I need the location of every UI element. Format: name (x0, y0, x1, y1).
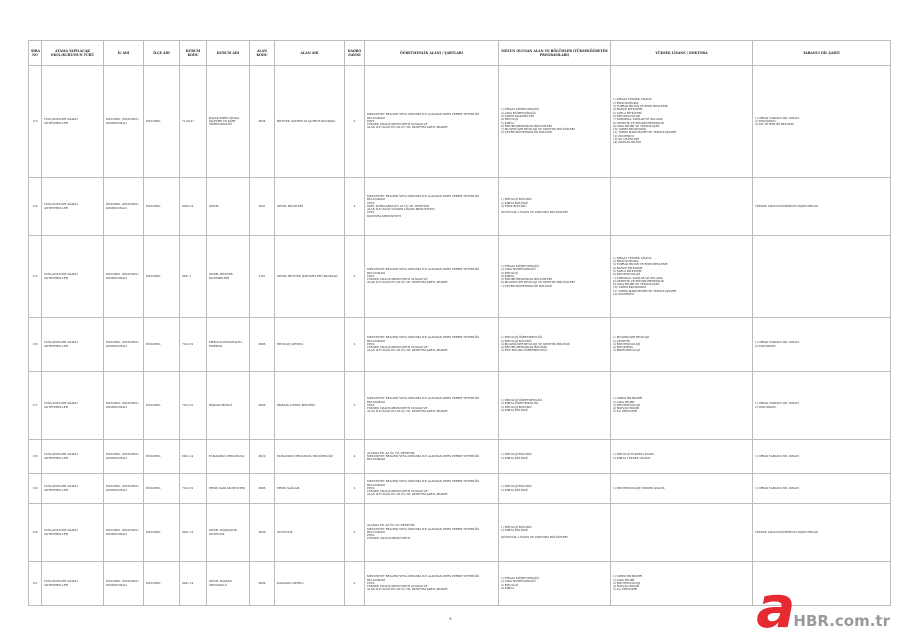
table-cell (207, 66, 250, 178)
table-row (29, 504, 891, 562)
cell-text: 1) BİYOTEKNOLOJİ YÜKSEK LİSANS (613, 485, 665, 490)
table-cell (207, 178, 250, 236)
cell-text: MEZUNİYET BELGESİ VEYA DİPLOMA İLE ALANDAN DERS VERME YETERLİĞİ BULUNMASI VEYA YÜKSEK LİSANS MEZUNİYETİ OLMASI VE ALAN İLE İLGİLİ EN AZ ÜÇ YIL DENEYİM ŞARTI ARANIR (367, 479, 479, 497)
table-cell (29, 178, 42, 236)
table-cell (104, 474, 144, 504)
table-cell (499, 66, 611, 178)
table-cell (144, 372, 180, 440)
cell-text: İSTANBUL (146, 118, 161, 123)
cell-text: 121 (32, 580, 38, 585)
cell-text: ELMADIKÇİ ORTAOKULU MÜDÜRLÜĞÜ (277, 453, 334, 458)
cell-text: İSTANBUL (İSTANBUL) KOMİSYONALI (106, 452, 139, 460)
cell-text: ERSİN SAĞLAM (277, 485, 300, 490)
table-cell (250, 178, 275, 236)
cell-text: 8086 (258, 402, 266, 407)
table-cell (753, 236, 891, 318)
table-cell (345, 236, 365, 318)
table-cell (180, 474, 207, 504)
cell-text: ERSİN SAĞLAM BİYOTEK (209, 485, 246, 490)
table-cell (180, 236, 207, 318)
cell-text: İSTANBUL (İSTANBUL) KOMİSYONALI (106, 117, 139, 125)
cell-text: 1) ORTAK YABANCI DİL SINAVI (755, 485, 799, 490)
table-cell (42, 372, 104, 440)
table-cell (753, 440, 891, 474)
table-cell (207, 440, 250, 474)
table-cell (345, 66, 365, 178)
cell-text: İSTANBUL (İSTANBUL) KOMİSYONALI (106, 579, 139, 587)
column-header: ALAN ADI (275, 41, 345, 66)
table-cell (104, 236, 144, 318)
table-cell (365, 66, 499, 178)
cell-text: 1) ORTAK YABANCI DİL SINAVI (755, 453, 799, 458)
cell-text: 117 (32, 402, 38, 407)
table-cell (207, 562, 250, 606)
table-cell (611, 66, 753, 178)
cell-text: 1) BİYOLOJİ ÖĞRETMENLİĞİ 2) KİMYA ÖĞRETMENLİĞİ 3) BİYOLOJİ BÖLÜMÜ 4) KİMYA BÖLÜMÜ (501, 397, 542, 412)
cell-text: 1) MOLEKÜLER BİYOLOJİ 2) GENETİK 3) BİYOTEKNOLOJİ 4) BİYOKİMYA 5) MİKROBİYOLOJİ (613, 335, 650, 353)
cell-text: 2 (353, 118, 356, 123)
table-cell (29, 318, 42, 372)
watermark-text: HBR.com.tr (793, 612, 890, 630)
cell-text: 2 (353, 580, 356, 585)
cell-text: 1) ZİRAAT MÜHENDİSLİĞİ 2) GIDA MÜHENDİSLİĞİ 3) BİYOLOJİ 4) KİMYA (501, 575, 539, 590)
table-cell (250, 474, 275, 504)
kadro-table (28, 40, 891, 606)
table-cell (29, 474, 42, 504)
column-header: ATAMA YAPILACAK OKUL/KURUMUN TÜRÜ (42, 41, 104, 66)
table-cell (104, 66, 144, 178)
cell-text: BİYOTEK (SİSTEM ULAŞ ERCE BANKASI) (277, 118, 336, 123)
table-cell (144, 178, 180, 236)
table-row (29, 66, 891, 178)
cell-text: MEZUNİYET BELGESİ VEYA DİPLOMA İLE ALANDAN DERS VERME YETERLİĞİ BULUNMASI VEYA ÖZEL KURSLARDA EN AZ ÜÇ YIL DENEYİM ALAN İLE İLGİLİ YÜKSEK LİSANS MEZUNİYETİ VEYA DOKTORA MEZUNİYETİ (367, 193, 479, 218)
table-cell (611, 318, 753, 372)
cell-text: 1) BİYOLOJİ BÖLÜMÜ 2) KİMYA BÖLÜMÜ 3) FİZİK BÖLÜMÜ GÜVENLİK, LİSANS VE DOKTORA BÖLÜMLERİ (501, 197, 568, 215)
table-cell (207, 318, 250, 372)
table-cell (753, 474, 891, 504)
cell-text: 8086 (258, 580, 266, 585)
cell-text: İSTANBUL (146, 341, 161, 346)
table-cell (275, 504, 345, 562)
table-cell (29, 562, 42, 606)
table-cell (42, 504, 104, 562)
cell-text: 119 (32, 485, 38, 490)
column-header: ÖĞRETMENLİK ALANI / ŞARTLARI (365, 41, 499, 66)
cell-text: 5101 (258, 273, 266, 278)
cell-text: 1) BİYOLOJİ BÖLÜMÜ 2) KİMYA BÖLÜMÜ GÜVENLİK, LİSANS VE DOKTORA BÖLÜMLERİ (501, 524, 568, 539)
cell-text: 1) TARIM BİLİMLERİ 2) GIDA BİLİMİ 3) BİYOTEKNOLOJİ 4) HAYVAN BİLİMİ 5) SU ÜRÜNLERİ (613, 574, 643, 592)
table-cell (365, 178, 499, 236)
cell-text: 1) ORTAK YABANCI DİL SINAVI 2) YDS/YÖKDİL (755, 340, 799, 348)
table-cell (42, 66, 104, 178)
cell-text: 4 (353, 453, 356, 458)
table-cell (345, 440, 365, 474)
cell-text: YÜKSEK LİSANS EĞİTİMİNE İLİŞKİN BELGE (755, 203, 819, 208)
table-cell (753, 178, 891, 236)
watermark-mark: a (756, 573, 796, 641)
cell-text: İSTANBUL (İSTANBUL) KOMİSYONALI (106, 401, 139, 409)
table-cell (250, 440, 275, 474)
table-cell (365, 372, 499, 440)
cell-text: GENEL BAŞKAN ORTAOKULU (209, 579, 233, 587)
table-cell (144, 562, 180, 606)
cell-text: İSTANBUL (İSTANBUL) KOMİSYONALI (106, 528, 139, 536)
table-cell (104, 372, 144, 440)
column-header: İL ADI (104, 41, 144, 66)
table-cell (250, 66, 275, 178)
table-cell (104, 178, 144, 236)
cell-text: İSTANBUL (146, 580, 161, 585)
table-cell (499, 236, 611, 318)
cell-text: 114 (32, 203, 38, 208)
table-cell (207, 504, 250, 562)
table-cell (345, 562, 365, 606)
column-header: KURUM ADI (207, 41, 250, 66)
cell-text: ELMADIKÇİ ORTAOKULU (209, 453, 245, 458)
table-cell (42, 236, 104, 318)
table-cell (499, 562, 611, 606)
table-cell (275, 562, 345, 606)
table-cell (42, 440, 104, 474)
cell-text: TUNÇANELLER AĞAKLI ANTEVEROLLER (44, 484, 79, 492)
table-cell (753, 66, 891, 178)
cell-text: GENEL BİYOTEK İŞLETMELERİ (BANKASI) (277, 273, 338, 278)
cell-text: 113 (32, 118, 38, 123)
cell-text: 8291.14 (182, 580, 194, 585)
cell-text: İSTANBUL (146, 273, 161, 278)
cell-text: İSTANBUL (İSTANBUL) KOMİSYONALI (106, 340, 139, 348)
table-cell (180, 562, 207, 606)
column-header: KADRO SAYISI (345, 41, 365, 66)
cell-text: 116 (32, 341, 38, 346)
table-cell (499, 504, 611, 562)
cell-text: 7012.19 (182, 341, 194, 346)
table-cell (180, 66, 207, 178)
cell-text: İSTANBUL (146, 402, 161, 407)
table-cell (42, 178, 104, 236)
column-header: KURUM KODU (180, 41, 207, 66)
table-cell (144, 504, 180, 562)
cell-text: ALANDA EN AZ ÜÇ YIL DENEYİM MEZUNİYET BELGESİ VEYA DİPLOMA İLE ALANDAN DERS VERME YETERLİĞİ BULUNMASI (367, 450, 479, 462)
table-cell (365, 440, 499, 474)
table-row (29, 318, 891, 372)
table-cell (207, 474, 250, 504)
table-cell (104, 504, 144, 562)
document-page (28, 40, 890, 606)
cell-text: TUNÇANELLER AĞAKLI ANTEVEROLLER (44, 117, 79, 125)
cell-text: MEZUNİYET BELGESİ VEYA DİPLOMA İLE ALANDAN DERS VERME YETERLİĞİ BULUNMASI VEYA YÜKSEK LİSANS MEZUNİYETİ OLMASI VE ALAN İLE İLGİLİ EN AZ ÜÇ YIL DENEYİM ŞARTI ARANIR (367, 396, 479, 414)
table-cell (180, 504, 207, 562)
table-cell (104, 562, 144, 606)
table-header-row (29, 41, 891, 66)
table-cell (611, 372, 753, 440)
watermark-logo (756, 573, 890, 641)
table-cell (345, 318, 365, 372)
table-cell (499, 372, 611, 440)
column-header: SIRA NO (29, 41, 42, 66)
cell-text: 8086 (258, 529, 266, 534)
cell-text: 8086 (258, 341, 266, 346)
table-cell (144, 236, 180, 318)
table-cell (753, 318, 891, 372)
table-cell (753, 504, 891, 562)
table-cell (29, 504, 42, 562)
table-cell (345, 474, 365, 504)
column-header: YÜKSEK LİSANS / DOKTORA (611, 41, 753, 66)
cell-text: MEZUNİYET BELGESİ VEYA DİPLOMA İLE ALANDAN DERS VERME YETERLİĞİ BULUNMASI VEYA YÜKSEK LİSANS MEZUNİYETİ OLMASI VE ALAN İLE İLGİLİ EN AZ ÜÇ YIL DENEYİM ŞARTI ARANIR (367, 267, 479, 285)
column-header: MEZUN OLUNAN ALAN VE BÖLÜMLER (YÜKSEKÖĞRETİM PROGRAMLARI) (499, 41, 611, 66)
table-cell (104, 318, 144, 372)
cell-text: İSTANBUL (İSTANBUL) KOMİSYONALI (106, 484, 139, 492)
table-cell (180, 318, 207, 372)
cell-text: 1) TARIM BİLİMLERİ 2) GIDA BİLİMİ 3) BİYOTEKNOLOJİ 4) HAYVAN BİLİMİ 5) SU ÜRÜNLERİ (613, 396, 643, 414)
table-cell (499, 318, 611, 372)
table-cell (275, 474, 345, 504)
table-row (29, 178, 891, 236)
cell-text: ALANDA EN AZ ÜÇ YIL DENEYİM MEZUNİYET BELGESİ VEYA DİPLOMA İLE ALANDAN DERS VERME YETERLİĞİ BULUNMASI VEYA YÜKSEK LİSANS MEZUNİYETİ (367, 523, 479, 541)
cell-text: 2 (353, 341, 356, 346)
cell-text: 120 (32, 529, 38, 534)
table-cell (499, 440, 611, 474)
table-cell (250, 372, 275, 440)
table-cell (753, 372, 891, 440)
table-cell (144, 66, 180, 178)
table-cell (29, 236, 42, 318)
cell-text: 1) BİYOLOJİ BÖLÜMÜ 2) KİMYA BÖLÜMÜ (501, 452, 532, 460)
cell-text: 1) BİYOLOJİ ÖĞRETMENLİĞİ 2) BİYOLOJİ BÖLÜMÜ 3) MOLEKÜLER BİYOLOJİ VE GENETİK BÖLÜMÜ 4) BİYOMÜHENDİSLİK BÖLÜMÜ 5) FEN BİLGİSİ ÖĞRETMENLİĞİ (501, 335, 571, 353)
table-row (29, 474, 891, 504)
cell-text: TUNÇANELLER AĞAKLI ANTEVEROLLER (44, 528, 79, 536)
cell-text: 1) ZİRAAT MÜHENDİSLİĞİ 2) GIDA MÜHENDİSLİĞİ 3) TARIM MAKİNELERİ 4) BİYOLOJİ 5) KİMYA 6) BİYOMÜHENDİSLİK BÖLÜMLERİ 7) MOLEKÜLER BİYOLOJİ VE GENETİK BÖLÜMLERİ 8) ÇEVRE MÜHENDİSLİĞİ BÖLÜMÜ (501, 107, 575, 135)
table-row (29, 440, 891, 474)
table-cell (104, 440, 144, 474)
column-header: ALAN KODU (250, 41, 275, 66)
cell-text: YÜKSEK LİSANS EĞİTİMİNE İLİŞKİN BELGE (755, 529, 819, 534)
cell-text: 1) ORTAK YABANCI DİL SINAVI 2) YDS/YÖKDİL (755, 401, 799, 409)
cell-text: 8031.1 (182, 273, 192, 278)
table-cell (499, 474, 611, 504)
cell-text: GENEL (209, 203, 220, 208)
cell-text: 8291.14 (182, 529, 194, 534)
table-cell (42, 562, 104, 606)
cell-text: 1) BİYOLOJİ BÖLÜMÜ 2) KİMYA BÖLÜMÜ (501, 484, 532, 492)
cell-text: 118 (32, 453, 38, 458)
cell-text: 1) ZİRAAT MÜHENDİSLİĞİ 2) GIDA MÜHENDİSLİĞİ 3) BİYOLOJİ 4) KİMYA 5) BİYOMÜHENDİSLİK BÖLÜMLERİ 6) MOLEKÜLER BİYOLOJİ VE GENETİK BÖLÜMLERİ 7) ÇEVRE MÜHENDİSLİĞİ BÖLÜMÜ (501, 263, 575, 288)
cell-text: GENEL BİYOTEK İŞLETMELERİ (209, 272, 233, 280)
cell-text: 2 (353, 273, 356, 278)
table-cell (275, 178, 345, 236)
table-cell (250, 562, 275, 606)
page-number: 9 (449, 616, 452, 621)
cell-text: GENEL BİLGİLERİ (277, 203, 303, 208)
table-cell (29, 66, 42, 178)
cell-text: BİYOLOJİ (GENEL) (277, 341, 304, 346)
cell-text: İSTANBUL (146, 203, 161, 208)
table-cell (180, 372, 207, 440)
cell-text: BİŞKASI (GENEL BİYOTEK) (277, 402, 316, 407)
cell-text: İSTANBUL (146, 529, 161, 534)
cell-text: 1) BİYOLOJİ YÜKSEK LİSANS 2) KİMYA YÜKSEK LİSANS (613, 452, 655, 460)
table-cell (611, 178, 753, 236)
table-cell (42, 474, 104, 504)
table-cell (365, 236, 499, 318)
table-cell (611, 440, 753, 474)
table-cell (42, 318, 104, 372)
cell-text: İSTANBUL (İSTANBUL) KOMİSYONALI (106, 202, 139, 210)
table-cell (180, 178, 207, 236)
cell-text: 7012.19 (182, 402, 194, 407)
cell-text: KAZANIM (GENEL) (277, 580, 304, 585)
table-cell (365, 504, 499, 562)
cell-text: 8030.14 (182, 203, 194, 208)
column-header: İLÇE ADI (144, 41, 180, 66)
table-cell (250, 236, 275, 318)
cell-text: TUNÇANELLER AĞAKLI ANTEVEROLLER (44, 340, 79, 348)
cell-text: MEZUNİYET BELGESİ VEYA DİPLOMA İLE ALANDAN DERS VERME YETERLİĞİ BULUNMASI VEYA YÜKSEK LİSANS MEZUNİYETİ OLMASI VE ALAN İLE İLGİLİ EN AZ ÜÇ YIL DENEYİM ŞARTI ARANIR (367, 112, 479, 130)
cell-text: BAŞAK EMEK SİYASA İŞLETME VE KÜRT MÜHENDİSLİĞİ (209, 115, 240, 127)
cell-text: 1) ORTAK YABANCI DİL SINAVI 2) YDS/YÖKDİL 3) DİL YETERLİĞİ BELGESİ (755, 115, 799, 127)
cell-text: MEB KUALİSMAĞALTIL EMEHAN (209, 340, 243, 348)
table-cell (29, 372, 42, 440)
table-cell (275, 236, 345, 318)
table-cell (29, 440, 42, 474)
cell-text: GÜVENLİK (277, 529, 293, 534)
table-row (29, 236, 891, 318)
cell-text: 8034 (258, 118, 266, 123)
cell-text: TUNÇANELLER AĞAKLI ANTEVEROLLER (44, 579, 79, 587)
cell-text: İSTANBUL (İSTANBUL) KOMİSYONALI (106, 272, 139, 280)
table-cell (144, 440, 180, 474)
table-cell (275, 440, 345, 474)
cell-text: İSTANBUL (146, 453, 161, 458)
cell-text: 7012.19 (182, 485, 194, 490)
table-cell (365, 474, 499, 504)
table-cell (180, 440, 207, 474)
table-cell (499, 178, 611, 236)
cell-text: TUNÇANELLER AĞAKLI ANTEVEROLLER (44, 452, 79, 460)
table-cell (611, 504, 753, 562)
cell-text: İSTANBUL (146, 485, 161, 490)
cell-text: GENEL BAŞKANLIK GÜVENLİK (209, 528, 237, 536)
cell-text: TUNÇANELLER AĞAKLI ANTEVEROLLER (44, 401, 79, 409)
table-cell (345, 504, 365, 562)
cell-text: 115 (32, 273, 38, 278)
cell-text: TUNÇANELLER AĞAKLI ANTEVEROLLER (44, 272, 79, 280)
cell-text: 2 (353, 485, 356, 490)
table-cell (345, 372, 365, 440)
cell-text: 4 (353, 203, 356, 208)
cell-text: 5001 (258, 203, 266, 208)
column-header: YABANCI DİL ŞARTI (753, 41, 891, 66)
cell-text: 2 (353, 402, 356, 407)
table-cell (611, 474, 753, 504)
table-row (29, 372, 891, 440)
cell-text: 71.04.31 (182, 118, 194, 123)
table-cell (365, 318, 499, 372)
table-cell (207, 236, 250, 318)
cell-text: 1) ZİRAAT YÜKSEK LİSANS 2) BİTKİ KORUMA 3) TOPRAK BİLİMİ VE BİTKİ BESLEME 4) BAHÇE BİTKİLERİ 5) TARLA BİTKİLERİ 6) BİYOTEKNOLOJİ 7) TARIMSAL YAPILAR VE SULAMA 8) GENETİK VE BİYOMÜHENDİSLİK 9) GIDA BİLİMİ VE TEKNOLOJİSİ 10) TARIM EKONOMİSİ 11) TARIM MAKİNELERİ VE TEKNOLOJİLERİ 12) ZOOTEKNİ (613, 255, 677, 296)
cell-text: 8291.14 (182, 453, 194, 458)
table-cell (144, 474, 180, 504)
table-cell (275, 318, 345, 372)
cell-text: 8020 (258, 453, 266, 458)
cell-text: 8086 (258, 485, 266, 490)
table-cell (275, 372, 345, 440)
cell-text: 1) ZİRAAT YÜKSEK LİSANS 2) BİTKİ KORUMA 3) TOPRAK BİLİMİ VE BİTKİ BESLEME 4) BAHÇE BİTKİLERİ 5) TARLA BİTKİLERİ 6) BİYOTEKNOLOJİ 7) TARIMSAL YAPILAR VE SULAMA 8) GENETİK VE BİYOMÜHENDİSLİK 9) GIDA BİLİMİ VE TEKNOLOJİSİ 10) TARIM EKONOMİSİ 11) TARIM MAKİNELERİ VE TEKNOLOJİLERİ 12) ZOOTEKNİ 13) SU ÜRÜNLERİ 14) HAYVAN BİLİMİ (613, 97, 677, 145)
cell-text: TUNÇANELLER AĞAKLI ANTEVEROLLER (44, 202, 79, 210)
cell-text: 2 (353, 529, 356, 534)
table-cell (275, 66, 345, 178)
table-cell (365, 562, 499, 606)
table-cell (611, 562, 753, 606)
cell-text: BİŞKASI MÜSLÜ (209, 402, 233, 407)
table-cell (250, 318, 275, 372)
cell-text: MEZUNİYET BELGESİ VEYA DİPLOMA İLE ALANDAN DERS VERME YETERLİĞİ BULUNMASI VEYA YÜKSEK LİSANS MEZUNİYETİ OLMASI VE ALAN İLE İLGİLİ EN AZ ÜÇ YIL DENEYİM ŞARTI ARANIR (367, 574, 479, 592)
table-cell (345, 178, 365, 236)
table-cell (144, 318, 180, 372)
table-cell (207, 372, 250, 440)
table-cell (250, 504, 275, 562)
table-cell (611, 236, 753, 318)
cell-text: MEZUNİYET BELGESİ VEYA DİPLOMA İLE ALANDAN DERS VERME YETERLİĞİ BULUNMASI VEYA YÜKSEK LİSANS MEZUNİYETİ OLMASI VE ALAN İLE İLGİLİ EN AZ ÜÇ YIL DENEYİM ŞARTI ARANIR (367, 335, 479, 353)
